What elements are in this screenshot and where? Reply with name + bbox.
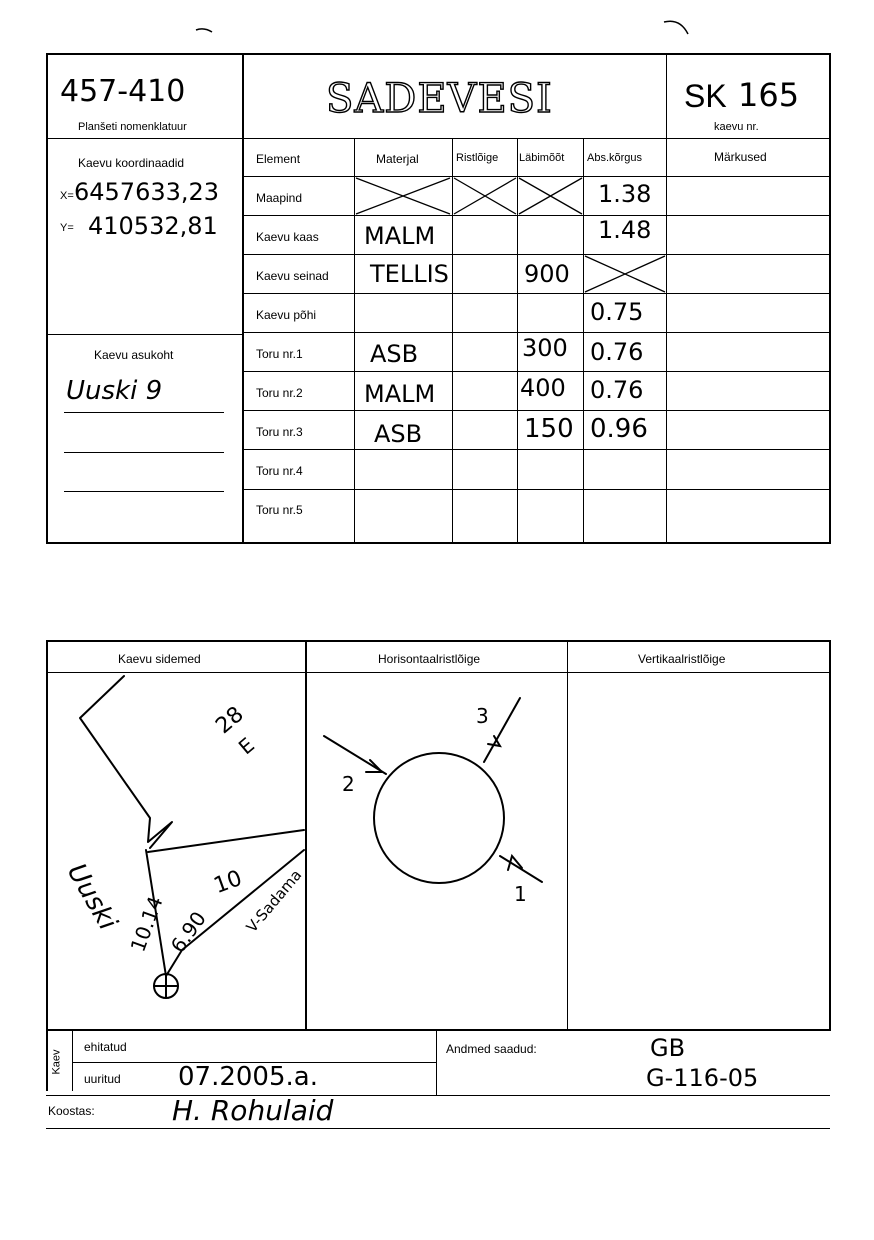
table-cell-diameter: 300 [522,334,568,362]
table-row-label: Kaevu põhi [256,308,317,322]
nomenclature-value: 457-410 [60,74,186,109]
data-source-code: G-116-05 [646,1064,759,1092]
y-prefix: Y= [60,222,74,234]
table-cell-height: 0.96 [590,414,648,444]
col-header-element: Element [256,152,301,166]
table-cell-diameter: 900 [524,260,570,288]
x-coordinate: 6457633,23 [74,178,220,206]
col-header-diameter: Läbimõõt [519,152,565,164]
house-letter: E [233,732,259,760]
y-coordinate: 410532,81 [88,212,218,240]
ties-label: Kaevu sidemed [118,652,201,666]
table-row-label: Toru nr.2 [256,386,303,400]
side-label: Kaev [50,1049,63,1075]
nomenclature-label: Planšeti nomenklatuur [78,121,187,133]
col-header-material: Materjal [376,152,419,166]
well-prefix: SK [684,78,727,114]
well-number: 165 [738,76,800,114]
col-header-abs-height: Abs.kõrgus [587,152,643,164]
table-row-label: Toru nr.3 [256,425,303,439]
pipe-number: 3 [476,704,489,728]
table-row-label: Kaevu kaas [256,230,319,244]
location-label: Kaevu asukoht [94,348,174,362]
table-cell-diameter: 150 [524,414,574,444]
col-header-notes: Märkused [714,150,767,164]
table-cell-material: MALM [364,380,436,408]
table-row-label: Toru nr.1 [256,347,303,361]
horizontal-section-label: Horisontaalristlõige [378,652,481,666]
table-cell-height: 1.48 [598,216,652,244]
house-number: 28 [211,701,249,740]
table-cell-diameter: 400 [520,374,566,402]
col-header-cross-section: Ristlõige [456,152,499,164]
street-name: Uuski [60,858,123,936]
data-source-label: Andmed saadud: [446,1042,537,1056]
distance-label: 6.90 [165,906,211,958]
inspected-value: 07.2005.a. [178,1062,318,1092]
table-cell-height: 1.38 [598,180,652,208]
table-cell-material: ASB [374,420,423,448]
distance-label: 10 [210,865,246,900]
author-value: H. Rohulaid [172,1094,334,1127]
distance-label: 10.14 [125,892,168,956]
line-label: V-Sadama [242,866,306,936]
table-cell-height: 0.76 [590,338,644,366]
table-cell-height: 0.76 [590,376,644,404]
coordinates-label: Kaevu koordinaadid [78,156,185,170]
table-cell-material: TELLIS [370,260,449,288]
well-number-label: kaevu nr. [714,121,759,133]
author-label: Koostas: [48,1104,95,1118]
inspected-label: uuritud [84,1072,121,1086]
data-source-value: GB [650,1034,686,1062]
table-row-label: Maapind [256,191,303,205]
x-prefix: X= [60,190,74,202]
table-cell-height: 0.75 [590,298,644,326]
table-cell-material: ASB [370,340,419,368]
vertical-section-label: Vertikaalristlõige [638,652,726,666]
built-label: ehitatud [84,1040,127,1054]
table-row-label: Toru nr.4 [256,464,303,478]
pipe-number: 2 [342,772,355,796]
table-row-label: Toru nr.5 [256,503,303,517]
table-row-label: Kaevu seinad [256,269,329,283]
table-cell-material: MALM [364,222,436,250]
pipe-number: 1 [514,882,527,906]
page-title: SADEVESI [326,76,553,122]
location-value: Uuski 9 [66,376,163,406]
